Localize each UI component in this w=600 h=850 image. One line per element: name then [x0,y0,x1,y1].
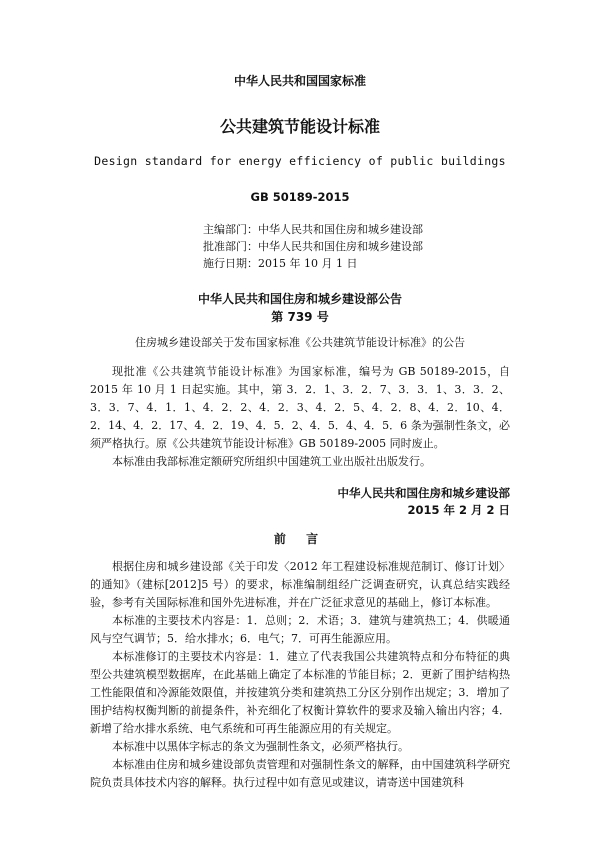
preface-paragraph: 本标准修订的主要技术内容是：1．建立了代表我国公共建筑特点和分布特征的典型公共建筑模型数据库，在此基础上确定了本标准的节能目标；2．更新了围护结构热工性能限值和冷源能效限值，并按建筑分类和建筑热工分区分别作出规定；3．增加了围护结构权衡判断的前提条件，补充细化了权衡计算软件的要求及输入输出内容；4．新增了给水排水系统、电气系统和可再生能源应用的有关规定。 [90,650,510,735]
notice-paragraph: 现批准《公共建筑节能设计标准》为国家标准，编号为 GB 50189-2015，自 2015 年 10 月 1 日起实施。其中，第 3．2．1、3．2．7、3．3．1、3．3．2、3．3．7、4．1．1、4．2．2、4．2．3、4．2．5、4．2．8、4．2．10、4．2．14、4．2．17、4．2．19、4．5．2、4．5．4、4．5．6 条为强制性条文，必须严格执行。原《公共建筑节能设计标准》GB 50189-2005 同时废止。 [90,365,510,450]
preface-heading: 前 言 [273,532,327,546]
notice-subtitle: 住房城乡建设部关于发布国家标准《公共建筑节能设计标准》的公告 [135,336,465,349]
preface-paragraph: 根据住房和城乡建设部《关于印发〈2012 年工程建设标准规范制订、修订计划〉的通知》（建标[2012]5 号）的要求，标准编制组经广泛调查研究，认真总结实践经验，参考有关国际标准和国外先进标准，并在广泛征求意见的基础上，修订本标准。 [90,560,510,609]
preface-paragraph: 本标准的主要技术内容是：1．总则；2．术语；3．建筑与建筑热工；4．供暖通风与空气调节；5．给水排水；6．电气；7．可再生能源应用。 [90,614,510,645]
notice-signer: 中华人民共和国住房和城乡建设部 [337,486,510,500]
effective-date: 施行日期：2015 年 10 月 1 日 [203,257,358,270]
preface-paragraph: 本标准由住房和城乡建设部负责管理和对强制性条文的解释，由中国建筑科学研究院负责具体技术内容的解释。执行过程中如有意见或建议，请寄送中国建筑科 [90,758,510,789]
notice-heading: 中华人民共和国住房和城乡建设部公告 [197,292,402,306]
notice-number: 第 739 号 [271,310,329,324]
document-title: 公共建筑节能设计标准 [219,117,380,136]
standard-code: GB 50189-2015 [250,190,350,204]
editor-department: 主编部门：中华人民共和国住房和城乡建设部 [203,223,423,236]
approver-department: 批准部门：中华人民共和国住房和城乡建设部 [203,240,423,253]
notice-date: 2015 年 2 月 2 日 [407,503,510,517]
notice-paragraph: 本标准由我部标准定额研究所组织中国建筑工业出版社出版发行。 [112,455,431,468]
document-title-english: Design standard for energy efficiency of public buildings [94,154,506,168]
preface-paragraph: 本标准中以黑体字标志的条文为强制性条文，必须严格执行。 [112,740,409,753]
standard-publisher: 中华人民共和国国家标准 [233,74,366,88]
